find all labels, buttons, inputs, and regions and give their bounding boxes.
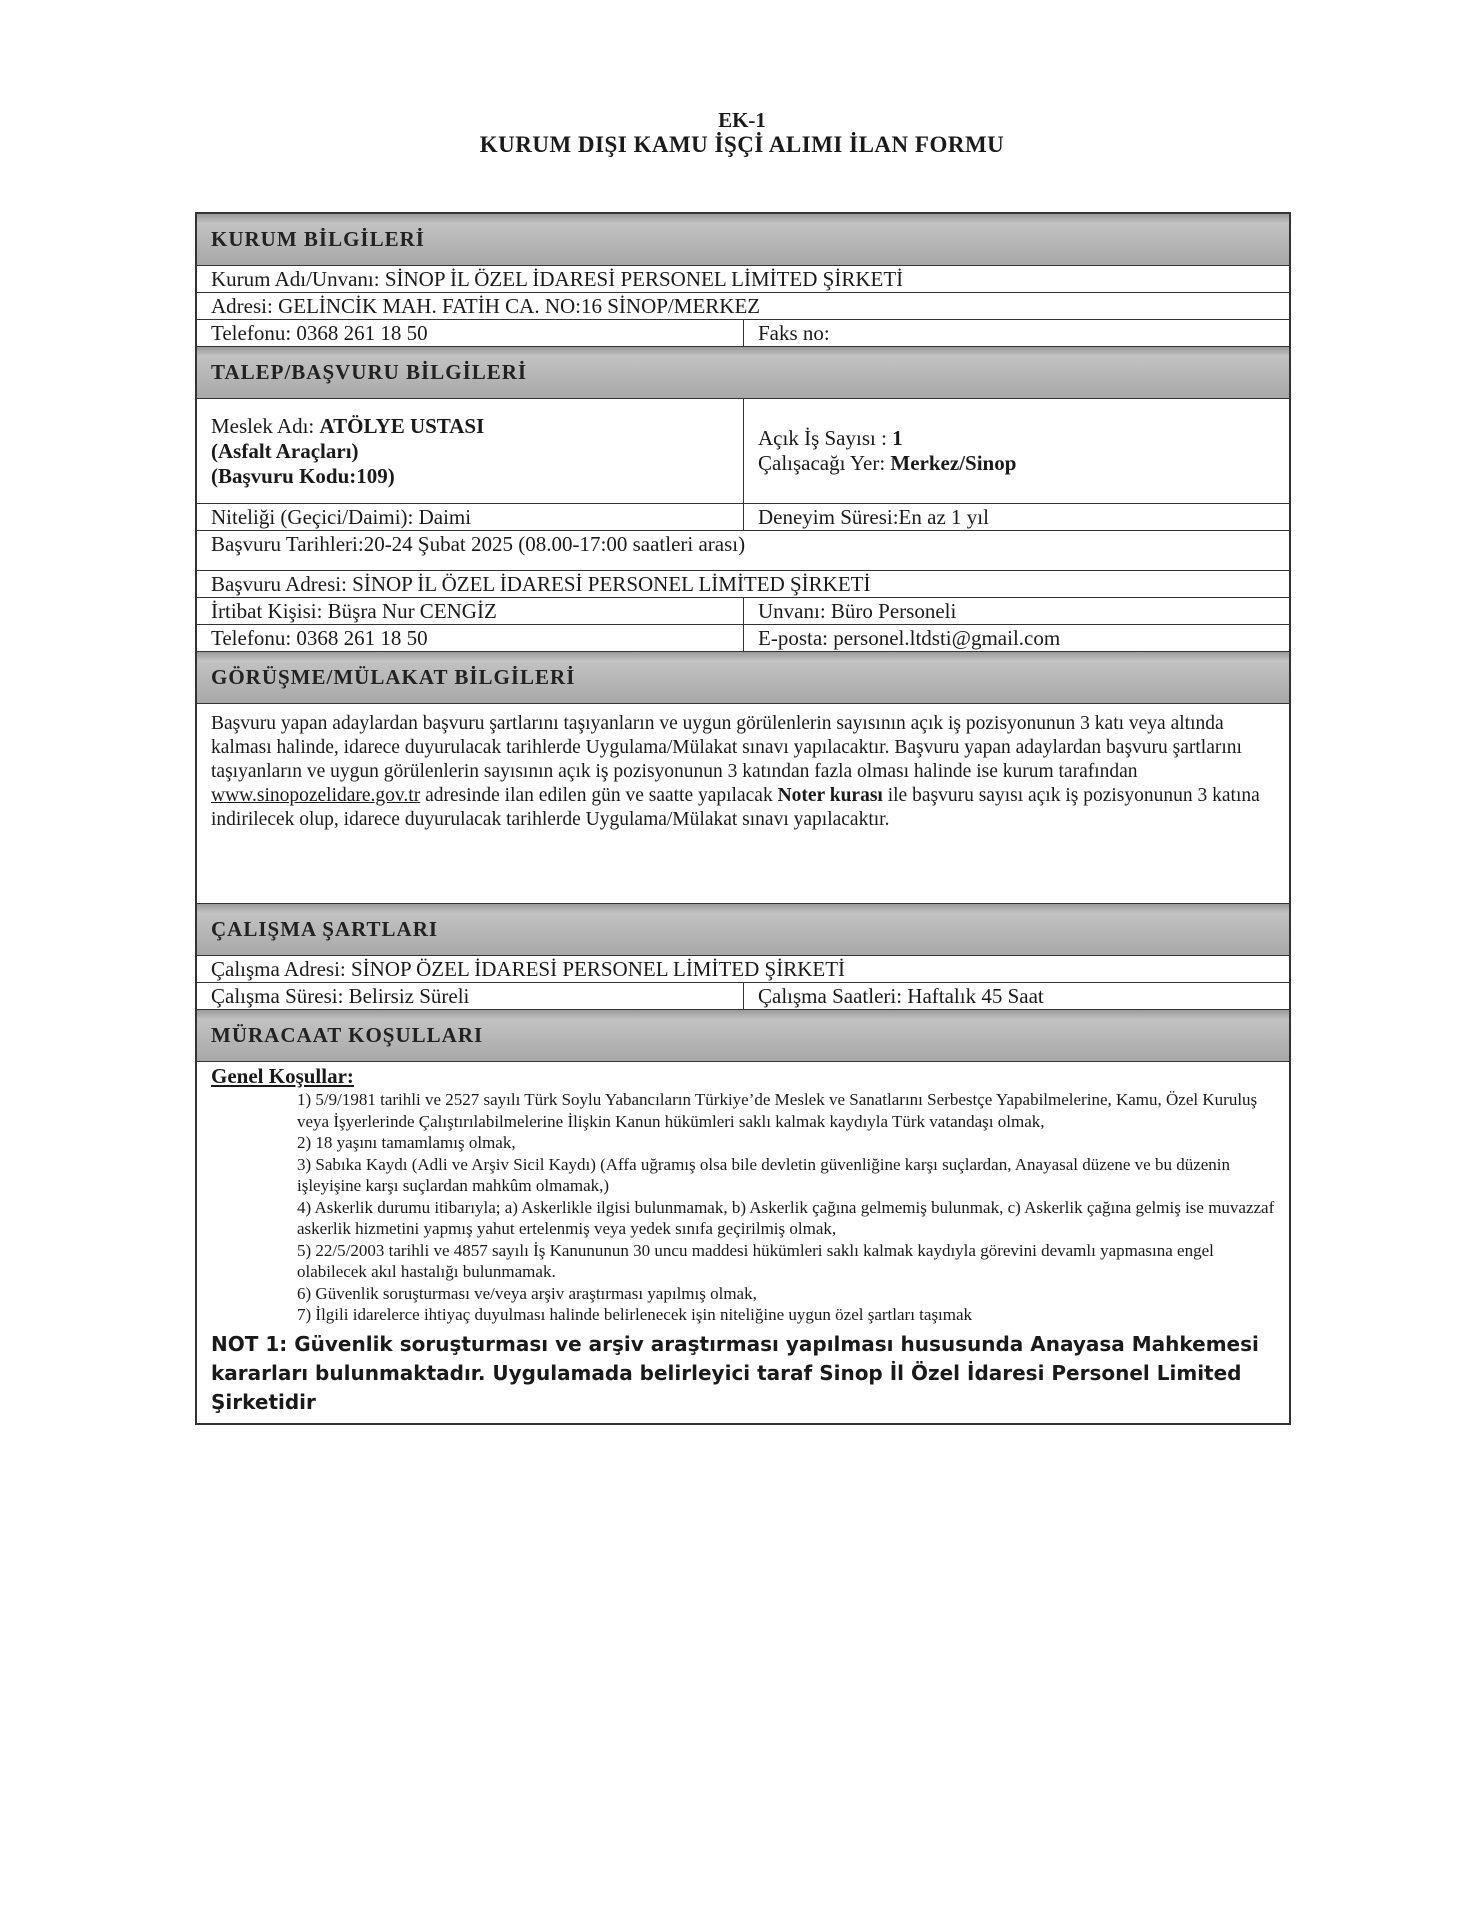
- gorusme-paragraph: [197, 704, 1289, 904]
- section-header-gorusme: [197, 652, 1289, 704]
- meslek-value: ATÖLYE USTASI: [319, 413, 485, 438]
- row-calisma-sure: [197, 983, 1289, 1010]
- row-tarih: [197, 531, 1289, 571]
- gorusme-text-1: Başvuru yapan adaylardan başvuru şartlarını taşıyanların ve uygun görülenlerin sayısının açık iş pozisyonunun 3 katı veya altında kalması halinde, idarece duyurulacak tarihlerde Uygulama/Mülakat sınavı yapılacaktır. Başvuru yapan adaylardan başvuru şartlarını taşıyanların ve uygun görülenlerin sayısının açık iş pozisyonunun 3 katından fazla olması halinde ise kurum tarafından: [211, 713, 1242, 782]
- website-link[interactable]: www.sinopozelidare.gov.tr: [211, 785, 421, 806]
- row-calisma-adres: [197, 956, 1289, 983]
- gorusme-text-3: ile başvuru sayısı açık iş pozisyonunun 3 katına indirilecek olup, idarece duyurulacak tarihlerde Uygulama/Mülakat sınavı yapılacaktır.: [211, 785, 1260, 830]
- calisacagi-yer: [758, 451, 1016, 476]
- list-item: 4) Askerlik durumu itibarıyla; a) Askerlikle ilgisi bulunmamak, b) Askerlik çağına gelmemiş bulunmak, c) Askerlik çağına gelmiş ise muvazzaf askerlik hizmetini yapmış yahut ertelenmiş veya yedek sınıfa geçirilmiş olmak,: [297, 1197, 1275, 1238]
- kurum-telefon: Telefonu: 0368 261 18 50: [197, 320, 744, 346]
- list-item: 1) 5/9/1981 tarihli ve 2527 sayılı Türk Soylu Yabancıların Türkiye’de Meslek ve Sanatlarını Serbestçe Yapabilmelerine, Kamu, Özel Kuruluş veya İşyerlerinde Çalıştırılabilmelerine İlişkin Kanun hükümleri saklı kalmak kaydıyla Türk vatandaşı olmak,: [297, 1090, 1258, 1131]
- deneyim: Deneyim Süresi:En az 1 yıl: [758, 504, 989, 529]
- list-item: 7) İlgili idarelerce ihtiyaç duyulması halinde belirlenecek işin niteliğine uygun özel şartları taşımak: [297, 1305, 973, 1324]
- yer-value: Merkez/Sinop: [890, 451, 1017, 475]
- row-kurum-adi: [197, 266, 1289, 293]
- noter-kurasi: Noter kurası: [777, 785, 883, 806]
- section-header-muracaat: [197, 1010, 1289, 1062]
- announcement-form: [195, 212, 1291, 1425]
- section-title: MÜRACAAT KOŞULLARI: [211, 1023, 484, 1047]
- list-item: 5) 22/5/2003 tarihli ve 4857 sayılı İş Kanununun 30 uncu maddesi hükümleri saklı kalmak kaydıyla görevini devamlı yapmasına engel olabilecek akıl hastalığı bulunmamak.: [297, 1240, 1214, 1281]
- list-item: 6) Güvenlik soruşturması ve/veya arşiv araştırması yapılmış olmak,: [297, 1283, 757, 1303]
- kurum-adres: Adresi: GELİNCİK MAH. FATİH CA. NO:16 SİNOP/MERKEZ: [211, 293, 761, 318]
- niteligi: Niteliği (Geçici/Daimi): Daimi: [197, 504, 744, 530]
- list-item: 2) 18 yaşını tamamlamış olmak,: [297, 1133, 516, 1152]
- kurum-adi: Kurum Adı/Unvanı: SİNOP İL ÖZEL İDARESİ PERSONEL LİMİTED ŞİRKETİ: [211, 266, 904, 291]
- yer-label: Çalışacağı Yer:: [758, 451, 891, 475]
- list-item: 3) Sabıka Kaydı (Adli ve Arşiv Sicil Kaydı) (Affa uğramış olsa bile devletin güvenliğine karşı suçlardan, Anayasal düzene ve bu düzenin işleyişine karşı suçlardan mahkûm olmamak,): [297, 1154, 1231, 1195]
- section-header-kurum: [197, 214, 1289, 266]
- acik-is-value: 1: [892, 426, 903, 450]
- row-irtibat-iletisim: [197, 625, 1289, 652]
- row-nitelik: [197, 504, 1289, 531]
- row-basvuru-adres: [197, 571, 1289, 598]
- basvuru-kodu: (Başvuru Kodu:109): [211, 463, 395, 488]
- section-title: KURUM BİLGİLERİ: [211, 227, 425, 251]
- genel-kosullar-title: Genel Koşullar:: [211, 1064, 354, 1088]
- acik-is-cell: [744, 399, 1289, 503]
- calisma-saatleri: Çalışma Saatleri: Haftalık 45 Saat: [758, 983, 1044, 1008]
- basvuru-tarihleri: Başvuru Tarihleri:20-24 Şubat 2025 (08.00-17:00 saatleri arası): [211, 531, 746, 556]
- row-irtibat: [197, 598, 1289, 625]
- note-1: NOT 1: Güvenlik soruşturması ve arşiv araştırması yapılması hususunda Anayasa Mahkemesi kararları bulunmaktadır. Uygulamada belirleyici taraf Sinop İl Özel İdaresi Personel Limited Şirketidir: [211, 1331, 1259, 1414]
- row-kurum-iletisim: [197, 320, 1289, 347]
- meslek-cell: [197, 399, 744, 503]
- meslek-adi: [211, 414, 484, 439]
- irtibat-eposta: E-posta: personel.ltdsti@gmail.com: [758, 625, 1061, 650]
- acik-is-sayisi: [758, 426, 903, 451]
- row-kurum-adres: [197, 293, 1289, 320]
- basvuru-adresi: Başvuru Adresi: SİNOP İL ÖZEL İDARESİ PERSONEL LİMİTED ŞİRKETİ: [211, 571, 871, 596]
- irtibat-telefon: Telefonu: 0368 261 18 50: [197, 625, 744, 651]
- section-header-talep: [197, 347, 1289, 399]
- section-title: ÇALIŞMA ŞARTLARI: [211, 917, 439, 941]
- irtibat-kisisi: İrtibat Kişisi: Büşra Nur CENGİZ: [197, 598, 744, 624]
- kurum-faks: Faks no:: [758, 320, 830, 345]
- form-code: EK-1: [718, 108, 766, 132]
- gorusme-text-2: adresinde ilan edilen gün ve saatte yapılacak: [420, 785, 778, 806]
- calisma-adresi: Çalışma Adresi: SİNOP ÖZEL İDARESİ PERSONEL LİMİTED ŞİRKETİ: [211, 956, 846, 981]
- meslek-alt1: (Asfalt Araçları): [211, 438, 359, 463]
- meslek-label: Meslek Adı:: [211, 413, 320, 438]
- kosullar-list: [197, 1089, 1289, 1326]
- section-title: GÖRÜŞME/MÜLAKAT BİLGİLERİ: [211, 665, 576, 689]
- acik-is-label: Açık İş Sayısı :: [758, 426, 893, 450]
- section-title: TALEP/BAŞVURU BİLGİLERİ: [211, 360, 528, 384]
- page-title: KURUM DIŞI KAMU İŞÇİ ALIMI İLAN FORMU: [479, 132, 1005, 157]
- calisma-suresi: Çalışma Süresi: Belirsiz Süreli: [197, 983, 744, 1009]
- row-meslek: [197, 399, 1289, 504]
- irtibat-unvan: Unvanı: Büro Personeli: [758, 598, 957, 623]
- section-header-calisma: [197, 904, 1289, 956]
